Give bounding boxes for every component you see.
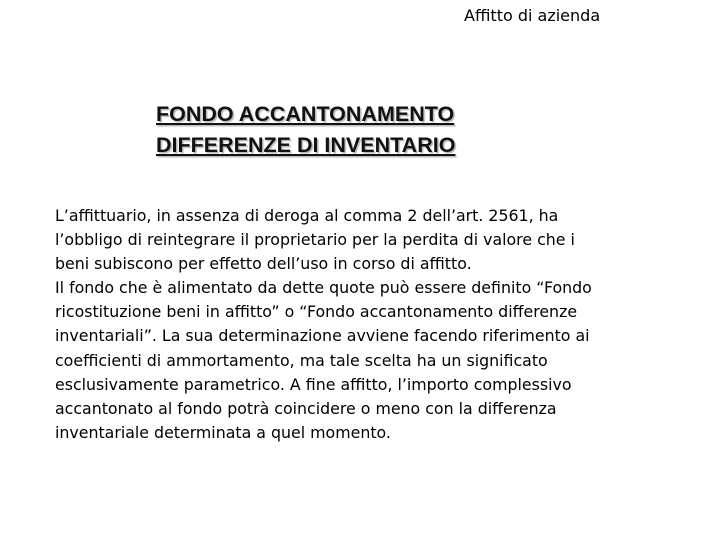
slide-title-line-1: FONDO ACCANTONAMENTO <box>156 102 455 126</box>
body-line: inventariale determinata a quel momento. <box>55 422 391 442</box>
slide-header: Affitto di azienda <box>464 6 601 25</box>
slide-body <box>55 204 675 445</box>
body-line: l’obbligo di reintegrare il proprietario per la perdita di valore che i <box>55 230 575 250</box>
body-line: beni subiscono per effetto dell’uso in corso di affitto. <box>55 254 472 274</box>
slide-title-line-2: DIFFERENZE DI INVENTARIO <box>156 133 456 157</box>
body-line: coefficienti di ammortamento, ma tale scelta ha un significato <box>55 350 548 370</box>
body-line: L’affittuario, in assenza di deroga al comma 2 dell’art. 2561, ha <box>55 206 559 225</box>
body-line: accantonato al fondo potrà coincidere o meno con la differenza <box>55 398 557 418</box>
body-line: ricostituzione beni in affitto” o “Fondo accantonamento differenze <box>55 302 578 322</box>
body-line: esclusivamente parametrico. A fine affitto, l’importo complessivo <box>55 374 572 394</box>
body-line: Il fondo che è alimentato da dette quote può essere definito “Fondo <box>55 278 592 298</box>
body-line: inventariali”. La sua determinazione avviene facendo riferimento ai <box>55 326 590 346</box>
slide-title <box>156 99 556 161</box>
